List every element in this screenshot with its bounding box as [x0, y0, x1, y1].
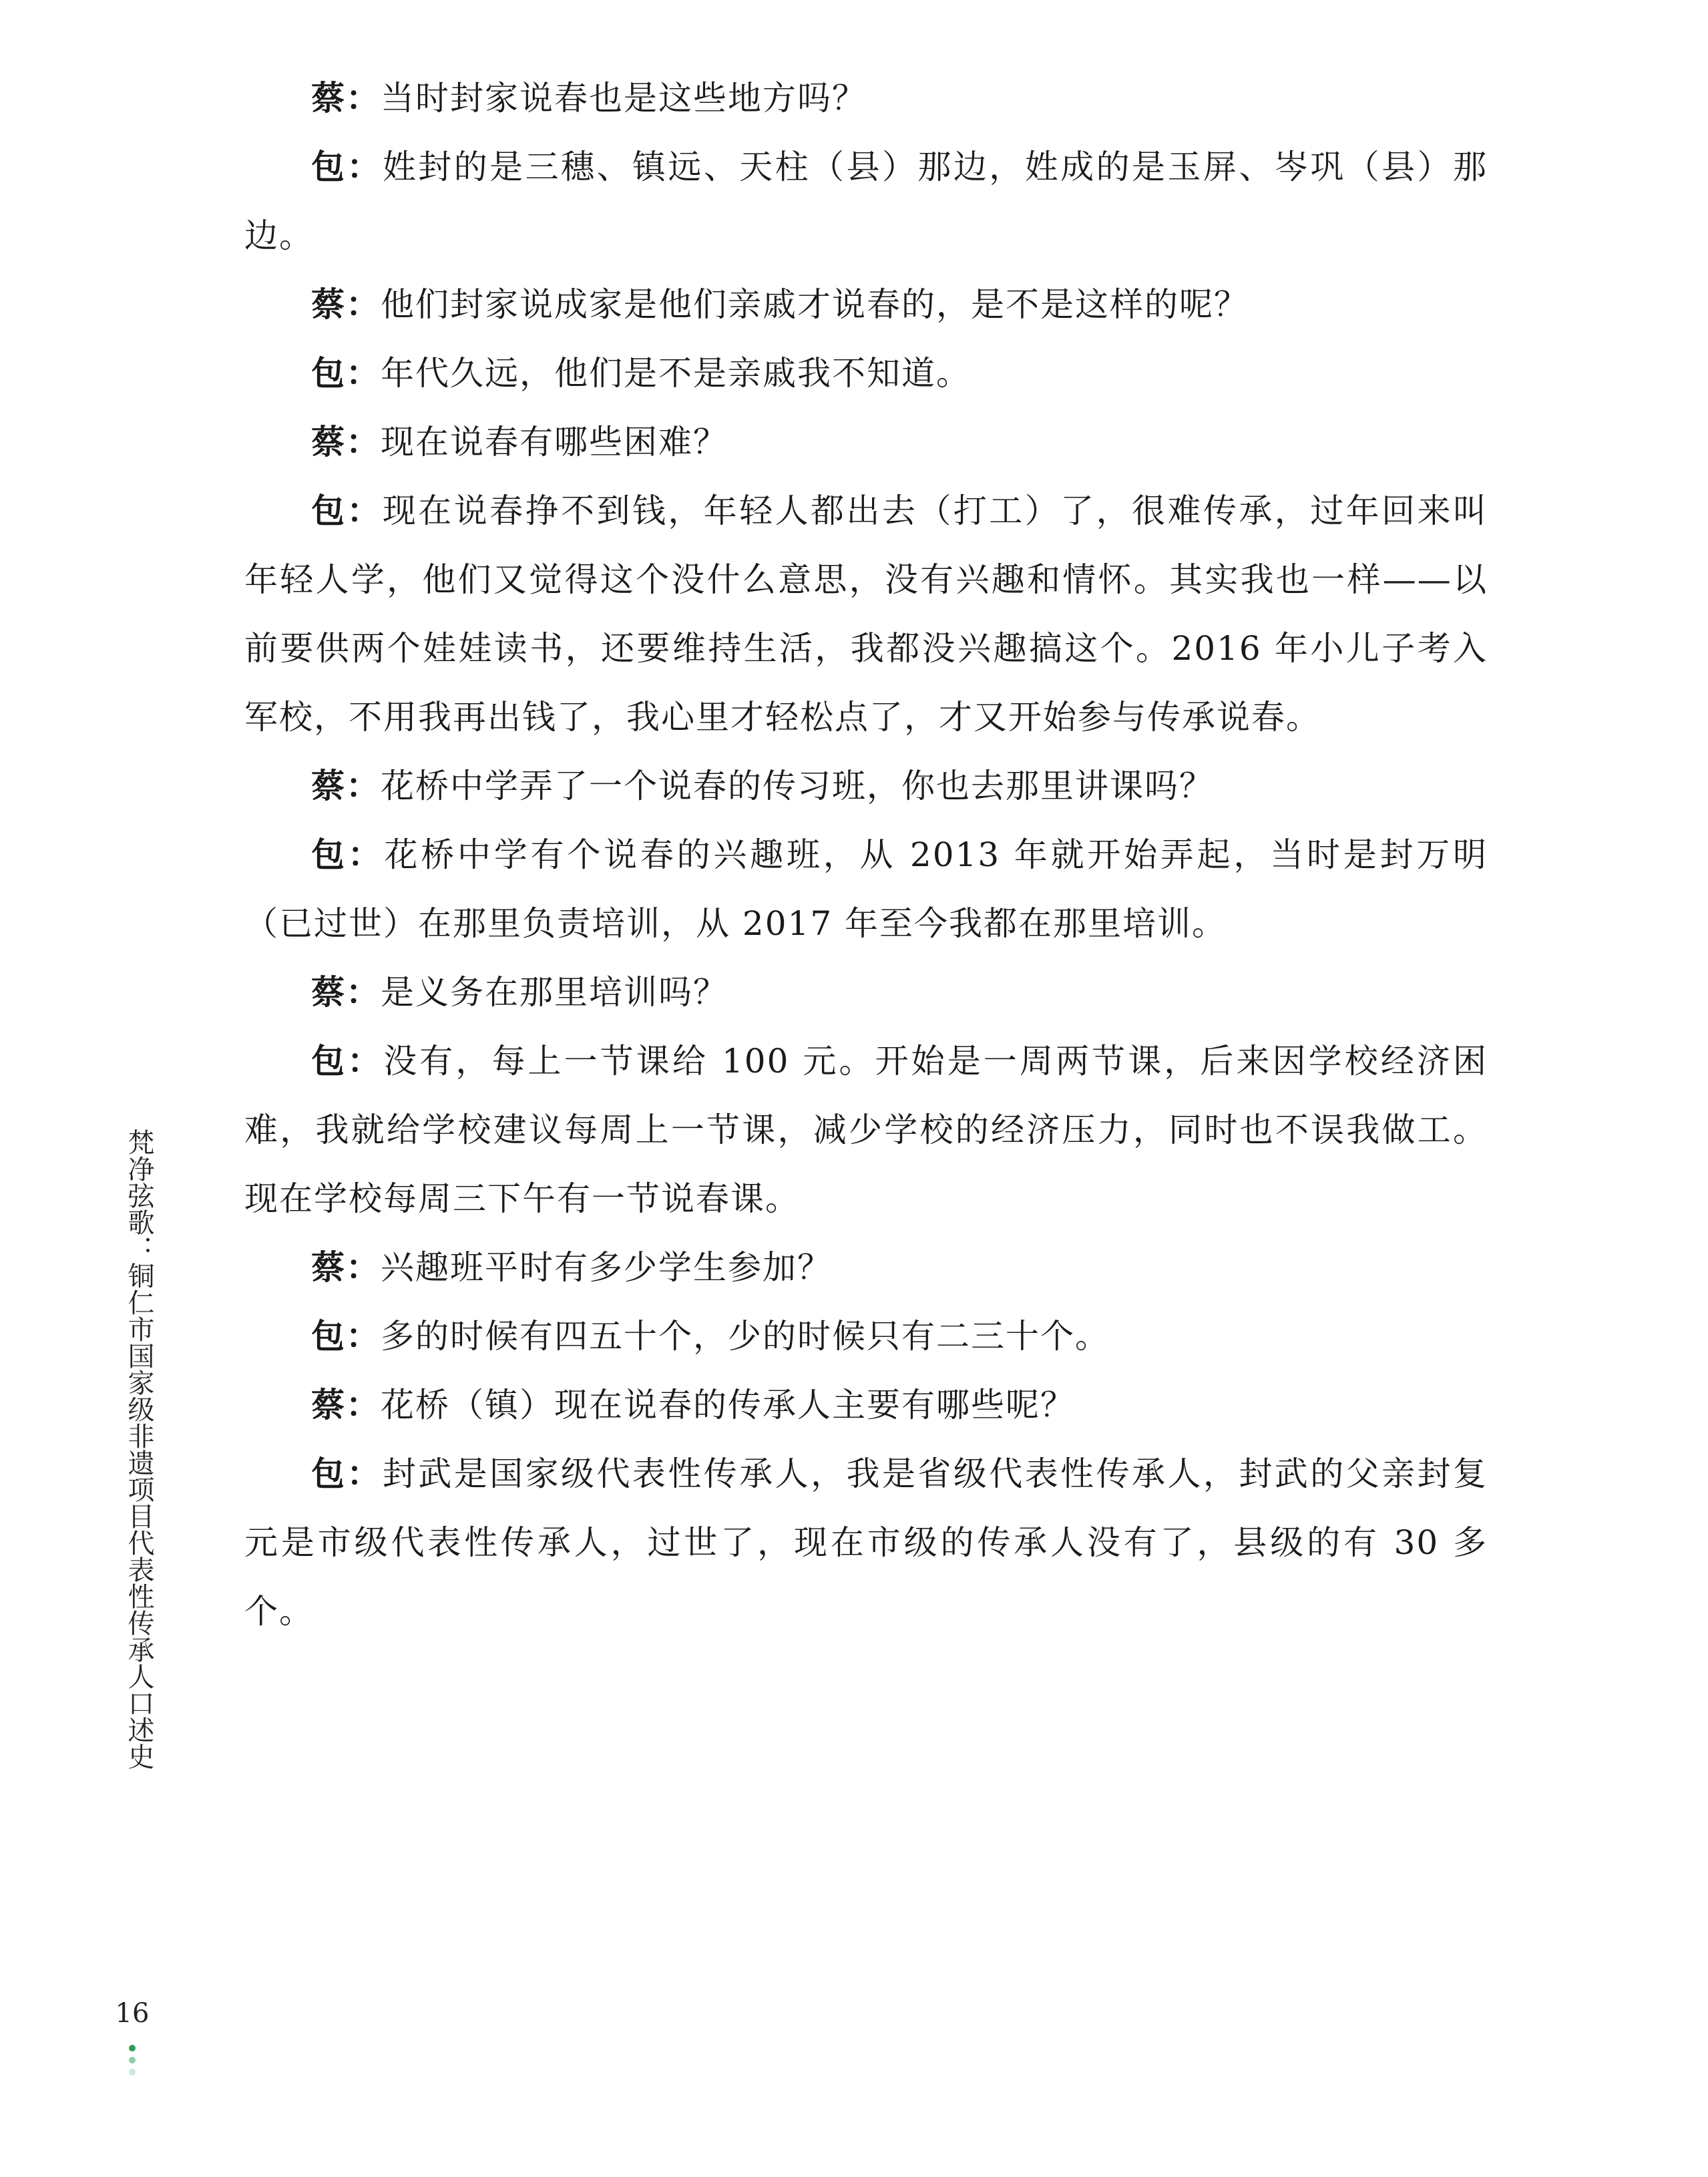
dialogue-line [244, 408, 1488, 477]
dialogue-line [244, 477, 1488, 752]
dialogue-line [244, 1302, 1488, 1371]
dialogue-text: 花桥中学有个说春的兴趣班，从 2013 年就开始弄起，当时是封万明（已过世）在那里负责培训，从 2017 年至今我都在那里培训。 [244, 835, 1488, 943]
speaker-label: 包： [311, 1454, 383, 1493]
dialogue-text: 多的时候有四五十个，少的时候只有二三十个。 [381, 1317, 1110, 1356]
dialogue-line [244, 821, 1488, 958]
dialogue-text: 花桥（镇）现在说春的传承人主要有哪些呢？ [381, 1386, 1075, 1424]
interview-text [244, 64, 1488, 1646]
page-number: 16 [115, 1998, 150, 2029]
dialogue-text: 兴趣班平时有多少学生参加？ [381, 1248, 832, 1287]
decoration-dot [129, 2045, 136, 2051]
dialogue-text: 姓封的是三穗、镇远、天柱（县）那边，姓成的是玉屏、岑巩（县）那边。 [244, 148, 1488, 255]
speaker-label: 包： [311, 835, 385, 874]
speaker-label: 蔡： [311, 767, 381, 805]
speaker-label: 蔡： [311, 1386, 381, 1424]
dialogue-text: 是义务在那里培训吗？ [381, 973, 728, 1012]
decoration-dot [129, 2069, 136, 2075]
dialogue-line [244, 270, 1488, 339]
page-decoration-dots [128, 2045, 137, 2081]
dialogue-text: 年代久远，他们是不是亲戚我不知道。 [381, 354, 971, 393]
dialogue-text: 现在说春有哪些困难？ [381, 423, 728, 461]
dialogue-line [244, 958, 1488, 1027]
dialogue-text: 他们封家说成家是他们亲戚才说春的，是不是这样的呢？ [381, 285, 1249, 324]
speaker-label: 包： [311, 491, 383, 530]
dialogue-line [244, 752, 1488, 821]
dialogue-text: 没有，每上一节课给 100 元。开始是一周两节课，后来因学校经济困难，我就给学校建议每周上一节课，减少学校的经济压力，同时也不误我做工。现在学校每周三下午有一节说春课。 [244, 1042, 1488, 1218]
dialogue-line [244, 1371, 1488, 1440]
dialogue-line [244, 1233, 1488, 1302]
speaker-label: 蔡： [311, 423, 381, 461]
dialogue-text: 现在说春挣不到钱，年轻人都出去（打工）了，很难传承，过年回来叫年轻人学，他们又觉得这个没什么意思，没有兴趣和情怀。其实我也一样——以前要供两个娃娃读书，还要维持生活，我都没兴趣搞这个。2016 年小儿子考入军校，不用我再出钱了，我心里才轻松点了，才又开始参与传承说春。 [244, 491, 1488, 737]
speaker-label: 包： [311, 1042, 384, 1080]
dialogue-line [244, 339, 1488, 408]
dialogue-line [244, 1027, 1488, 1233]
speaker-label: 包： [311, 354, 381, 393]
speaker-label: 蔡： [311, 1248, 381, 1287]
dialogue-text: 花桥中学弄了一个说春的传习班，你也去那里讲课吗？ [381, 767, 1214, 805]
decoration-dot [129, 2057, 136, 2063]
dialogue-text: 封武是国家级代表性传承人，我是省级代表性传承人，封武的父亲封复元是市级代表性传承人，过世了，现在市级的传承人没有了，县级的有 30 多个。 [244, 1454, 1488, 1631]
speaker-label: 蔡： [311, 79, 381, 118]
speaker-label: 蔡： [311, 285, 381, 324]
speaker-label: 包： [311, 148, 383, 186]
dialogue-line [244, 133, 1488, 270]
dialogue-line [244, 1440, 1488, 1646]
speaker-label: 蔡： [311, 973, 381, 1012]
dialogue-text: 当时封家说春也是这些地方吗？ [381, 79, 867, 118]
dialogue-line [244, 64, 1488, 133]
running-head-vertical: 梵净弦歌：铜仁市国家级非遗项目代表性传承人口述史 [124, 1129, 154, 1770]
speaker-label: 包： [311, 1317, 381, 1356]
